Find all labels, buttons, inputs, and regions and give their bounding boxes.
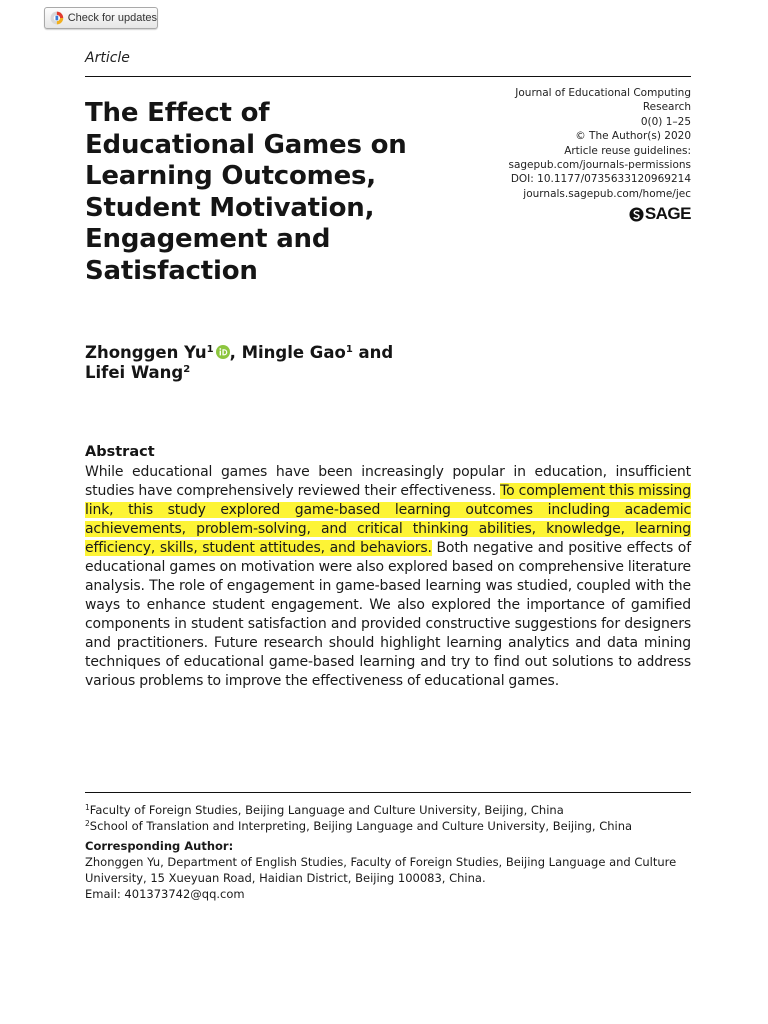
sage-logo-icon (629, 207, 644, 222)
header-rule (85, 76, 691, 77)
author-separator: and (352, 343, 394, 362)
author-name: Lifei Wang (85, 363, 184, 382)
affiliation-mark-2: 2 (85, 819, 90, 828)
affiliation-2 (85, 818, 691, 834)
sage-logo-text: SAGE (644, 204, 691, 223)
author-list (85, 343, 465, 383)
check-for-updates-label: Check for updates (67, 12, 157, 24)
affiliation-marker: 1 (206, 344, 214, 355)
journal-volume: 0(0) 1–25 (640, 115, 691, 128)
journal-info (491, 86, 691, 201)
affiliation-1-text: Faculty of Foreign Studies, Beijing Language and Culture University, Beijing, China (89, 803, 564, 817)
abstract-text: While educational games have been increasingly popular in education, insufficient studies have comprehensively reviewed their effectiveness. (85, 464, 691, 499)
footnotes (85, 802, 691, 902)
footnote-rule (85, 792, 691, 793)
author-name: Mingle Gao (241, 343, 346, 362)
publisher-logo (629, 204, 691, 224)
copyright-line: © The Author(s) 2020 (575, 130, 691, 143)
affiliation-marker: 1 (345, 344, 353, 355)
abstract-highlighted-text[interactable]: To complement this missing link, this study explored game-based learning outcomes including academic achievements, problem-solving, and critical thinking abilities, knowledge, learning efficiency, skills, student attitudes, and behaviors. (85, 483, 691, 556)
author-name: Zhonggen Yu (85, 343, 207, 362)
check-for-updates-button[interactable] (44, 7, 158, 29)
reuse-link[interactable]: sagepub.com/journals-permissions (508, 159, 691, 172)
abstract-text: Both negative and positive effects of educational games on motivation were also explored based on comprehensive literature analysis. The role of engagement in game-based learning was studied, coupled with the ways to enhance student engagement. We also explored the importance of gamified components in student satisfaction and provided constructive suggestions for designers and practitioners. Future research should highlight learning analytics and data mining techniques of educational game-based learning and try to find out solutions to address various problems to improve the effectiveness of educational games. (85, 540, 691, 689)
affiliation-marker: 2 (183, 364, 191, 375)
corresponding-author-heading: Corresponding Author: (85, 839, 234, 853)
affiliation-2-text: School of Translation and Interpreting, Beijing Language and Culture University, Beijing, China (89, 819, 633, 833)
journal-name-line1: Journal of Educational Computing (515, 87, 691, 99)
corresponding-author-email[interactable]: Email: 401373742@qq.com (85, 887, 245, 901)
abstract-heading: Abstract (85, 444, 155, 460)
author-separator: , (229, 343, 242, 362)
journal-name-line2: Research (642, 101, 691, 114)
check-for-updates-badge-icon (50, 11, 64, 25)
journal-homepage-link[interactable]: journals.sagepub.com/home/jec (523, 187, 691, 200)
affiliation-mark-1: 1 (85, 803, 90, 812)
affiliation-1 (85, 802, 691, 818)
doi-line[interactable]: DOI: 10.1177/0735633120969214 (510, 173, 691, 186)
abstract-body (85, 463, 691, 691)
corresponding-author-details: Zhonggen Yu, Department of English Studies, Faculty of Foreign Studies, Beijing Language and Culture University, 15 Xueyuan Road, Haidian District, Beijing 100083, China. (85, 855, 677, 885)
reuse-label: Article reuse guidelines: (564, 144, 691, 157)
article-type-label: Article (85, 50, 130, 66)
article-title: The Effect of Educational Games on Learning Outcomes, Student Motivation, Engagement and Satisfaction (85, 98, 407, 286)
orcid-icon[interactable] (216, 345, 230, 359)
